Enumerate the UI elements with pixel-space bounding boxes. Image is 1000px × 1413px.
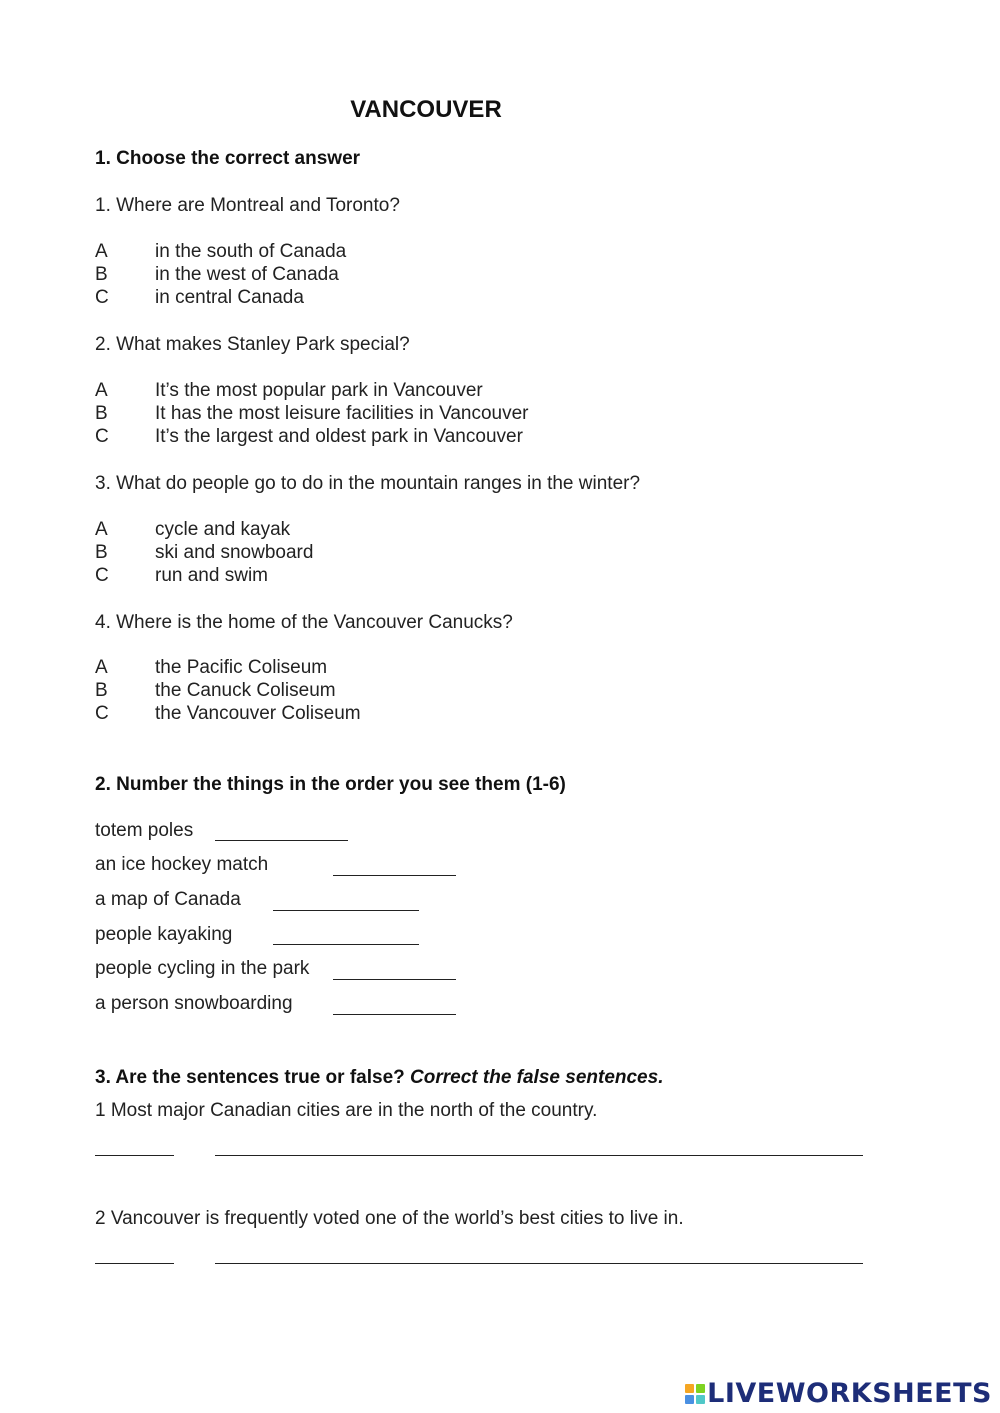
question-2-option-b[interactable] (95, 403, 529, 425)
question-3: 3. What do people go to do in the mountain ranges in the winter? (95, 473, 641, 494)
order-item-label: a person snowboarding (95, 993, 293, 1014)
option-text: the Pacific Coliseum (155, 657, 328, 678)
option-letter: C (95, 565, 109, 586)
logo-text: LIVEWORKSHEETS (707, 1378, 992, 1409)
true-false-blank[interactable] (95, 1263, 174, 1264)
question-1: 1. Where are Montreal and Toronto? (95, 195, 400, 216)
correction-blank[interactable] (215, 1155, 863, 1156)
order-item-label: a map of Canada (95, 889, 241, 910)
option-text: the Canuck Coliseum (155, 680, 336, 701)
section1-heading: 1. Choose the correct answer (95, 148, 361, 169)
section3-heading (95, 1067, 663, 1089)
option-text: cycle and kayak (155, 519, 291, 540)
order-answer-blank[interactable] (333, 875, 456, 876)
question-2-option-c[interactable] (95, 426, 523, 448)
option-letter: A (95, 380, 108, 401)
section3-heading-text: 3. Are the sentences true or false? (95, 1067, 405, 1088)
correction-blank[interactable] (215, 1263, 863, 1264)
section2-heading: 2. Number the things in the order you see them (1-6) (95, 774, 566, 795)
true-false-blank[interactable] (95, 1155, 174, 1156)
question-4-option-b[interactable] (95, 680, 336, 702)
option-text: the Vancouver Coliseum (155, 703, 361, 724)
option-text: It has the most leisure facilities in Vancouver (155, 403, 529, 424)
option-letter: C (95, 426, 109, 447)
page-title: VANCOUVER (350, 96, 502, 123)
option-letter: A (95, 519, 108, 540)
option-letter: C (95, 703, 109, 724)
section3-heading-instruction: Correct the false sentences. (410, 1067, 664, 1088)
order-item-label: people cycling in the park (95, 958, 310, 979)
option-letter: C (95, 287, 109, 308)
question-2: 2. What makes Stanley Park special? (95, 334, 410, 355)
option-letter: B (95, 542, 108, 563)
question-3-option-b[interactable] (95, 542, 313, 564)
option-letter: A (95, 241, 108, 262)
order-answer-blank[interactable] (333, 1014, 456, 1015)
liveworksheets-logo (685, 1378, 992, 1409)
order-item-label: totem poles (95, 820, 194, 841)
question-3-option-a[interactable] (95, 519, 290, 541)
order-answer-blank[interactable] (273, 910, 419, 911)
tf-sentence: 2 Vancouver is frequently voted one of the world’s best cities to live in. (95, 1208, 684, 1229)
question-4-option-a[interactable] (95, 657, 327, 679)
question-3-option-c[interactable] (95, 565, 268, 587)
order-item-label: people kayaking (95, 924, 233, 945)
question-2-option-a[interactable] (95, 380, 483, 402)
option-text: run and swim (155, 565, 268, 586)
order-answer-blank[interactable] (215, 840, 348, 841)
question-1-option-b[interactable] (95, 264, 339, 286)
option-text: in the west of Canada (155, 264, 339, 285)
option-text: in central Canada (155, 287, 304, 308)
option-letter: B (95, 403, 108, 424)
liveworksheets-logo-icon (685, 1384, 705, 1404)
option-letter: B (95, 264, 108, 285)
option-text: in the south of Canada (155, 241, 347, 262)
question-4: 4. Where is the home of the Vancouver Canucks? (95, 612, 513, 633)
option-letter: B (95, 680, 108, 701)
order-answer-blank[interactable] (273, 944, 419, 945)
tf-sentence: 1 Most major Canadian cities are in the north of the country. (95, 1100, 598, 1121)
question-1-option-a[interactable] (95, 241, 346, 263)
question-4-option-c[interactable] (95, 703, 361, 725)
question-1-option-c[interactable] (95, 287, 304, 309)
order-item-label: an ice hockey match (95, 854, 269, 875)
option-letter: A (95, 657, 108, 678)
option-text: It’s the largest and oldest park in Vancouver (155, 426, 523, 447)
order-answer-blank[interactable] (333, 979, 456, 980)
option-text: ski and snowboard (155, 542, 314, 563)
option-text: It’s the most popular park in Vancouver (155, 380, 483, 401)
